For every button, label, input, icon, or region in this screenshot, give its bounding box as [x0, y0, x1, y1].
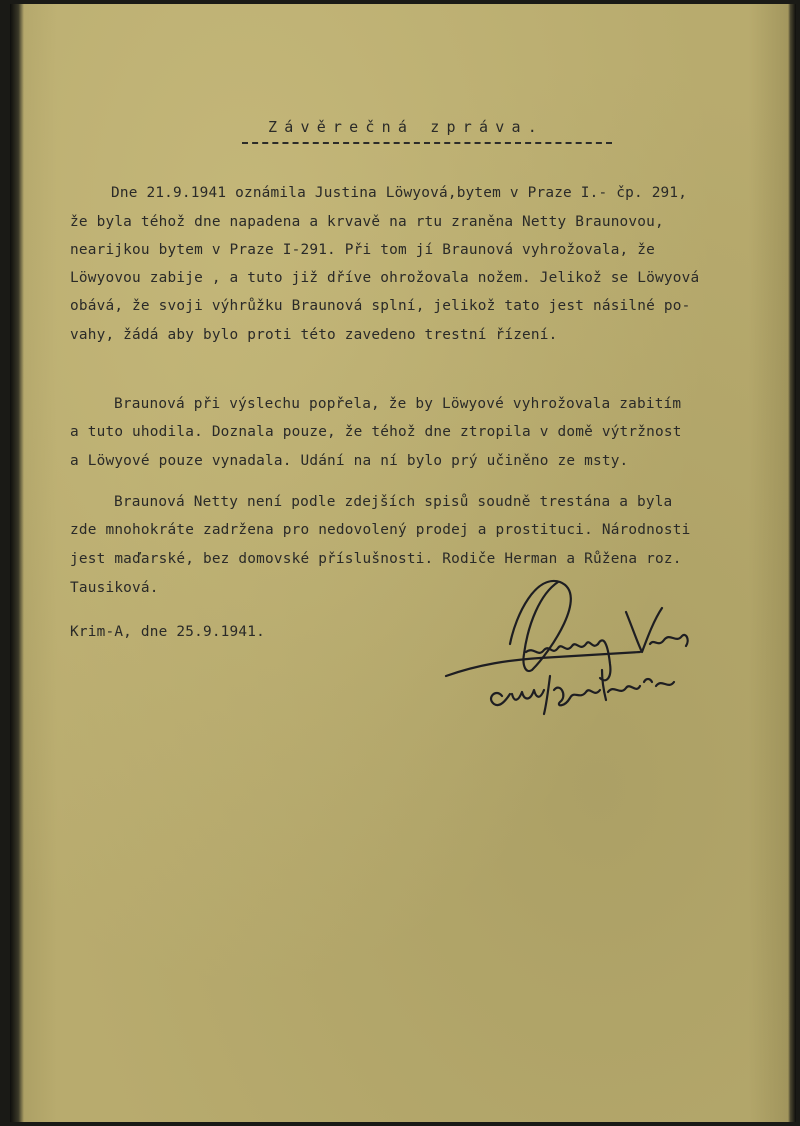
paragraph-2-line-1: Braunová při výslechu popřela, že by Löwyové vyhrožovala zabitím	[114, 396, 682, 412]
place-and-date: Krim-A, dne 25.9.1941.	[70, 624, 266, 640]
paragraph-1-line-5: obává, že svoji výhrůžku Braunová splní, jelikož tato jest násilné po-	[70, 298, 691, 314]
paragraph-1-line-3: nearijkou bytem v Praze I-291. Při tom jí Braunová vyhrožovala, že	[70, 242, 656, 258]
title-underline	[242, 142, 612, 144]
paragraph-2-line-3: a Löwyové pouze vynadala. Udání na ní bylo prý učiněno ze msty.	[70, 453, 629, 469]
paragraph-3-line-1: Braunová Netty není podle zdejších spisů soudně trestána a byla	[114, 494, 673, 510]
scan-right-edge	[788, 4, 796, 1122]
paragraph-1-line-1: Dne 21.9.1941 oznámila Justina Löwyová,bytem v Praze I.- čp. 291,	[111, 185, 688, 201]
paragraph-1-line-2: že byla téhož dne napadena a krvavě na rtu zraněna Netty Braunovou,	[70, 214, 664, 230]
paragraph-3-line-4: Tausiková.	[70, 580, 159, 596]
paragraph-3-line-3: jest maďarské, bez domovské příslušnosti. Rodiče Herman a Růžena roz.	[70, 551, 682, 567]
paragraph-3-line-2: zde mnohokráte zadržena pro nedovolený prodej a prostituci. Národnosti	[70, 522, 691, 538]
handwritten-signature	[440, 574, 700, 724]
scan-left-edge	[10, 4, 24, 1122]
paragraph-1-line-6: vahy, žádá aby bylo proti této zavedeno trestní řízení.	[70, 327, 558, 343]
document-title: Závěrečná zpráva.	[268, 118, 544, 136]
paragraph-1-line-4: Löwyovou zabije , a tuto již dříve ohrožovala nožem. Jelikož se Löwyová	[70, 270, 700, 286]
paragraph-2-line-2: a tuto uhodila. Doznala pouze, že téhož dne ztropila v domě výtržnost	[70, 424, 682, 440]
document-page	[10, 4, 796, 1122]
